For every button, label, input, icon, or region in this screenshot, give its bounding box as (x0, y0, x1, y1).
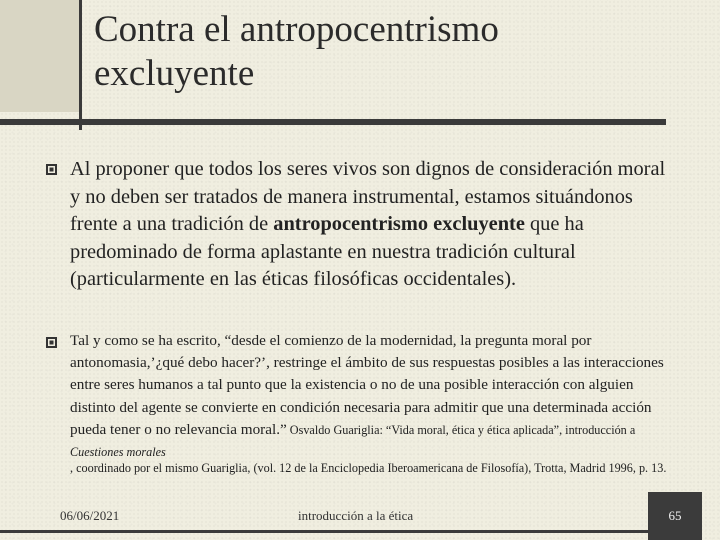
bullet-1-text-start: Al proponer que todos los seres vivos son dignos de consideración moral y no deben ser tratados de manera instrumental, estamos situándonos frente a una tradición de (70, 158, 666, 235)
page-number: 65 (648, 492, 702, 540)
citation-start: Osvaldo Guariglia: “Vida moral, ética y ética aplicada”, introducción a (286, 422, 636, 437)
bullet-1-text-end: que ha predominado de forma aplastante en nuestra tradición cultural (particularmente en las éticas filosóficas occidentales). (70, 213, 584, 290)
footer-date: 06/06/2021 (60, 508, 120, 523)
slide-title: Contra el antropocentrismo excluyente (94, 9, 499, 94)
citation-book-title: Cuestiones morales (70, 445, 166, 460)
bullet-text-1 (70, 156, 680, 294)
title-rule (0, 119, 666, 125)
bullet-text-2 (70, 330, 680, 463)
square-bullet-icon (46, 164, 57, 175)
square-bullet-icon (46, 337, 57, 348)
footer-title: introducción a la ética (298, 508, 414, 523)
quote-text: Tal y como se ha escrito, “desde el comienzo de la modernidad, la pregunta moral por antonomasia,’¿qué debo hacer?’, restringe el ámbito de sus respuestas posibles a las interacciones entre seres humanos a tal punto que la existencia o no de una posible interacción con alguien distinto del agente se convierte en condición necesaria para admitir que una determinada acción pueda tener o no relevancia moral.” (70, 332, 664, 438)
bullet-1-emphasis: antropocentrismo excluyente (273, 213, 525, 235)
vertical-rule (79, 0, 82, 130)
decorative-sidebar (0, 0, 82, 112)
footer-rule (0, 530, 648, 533)
citation-continued: , coordinado por el mismo Guariglia, (vol. 12 de la Enciclopedia Iberoamericana de Filosofía), Trotta, Madrid 1996, p. 13. (70, 461, 667, 475)
